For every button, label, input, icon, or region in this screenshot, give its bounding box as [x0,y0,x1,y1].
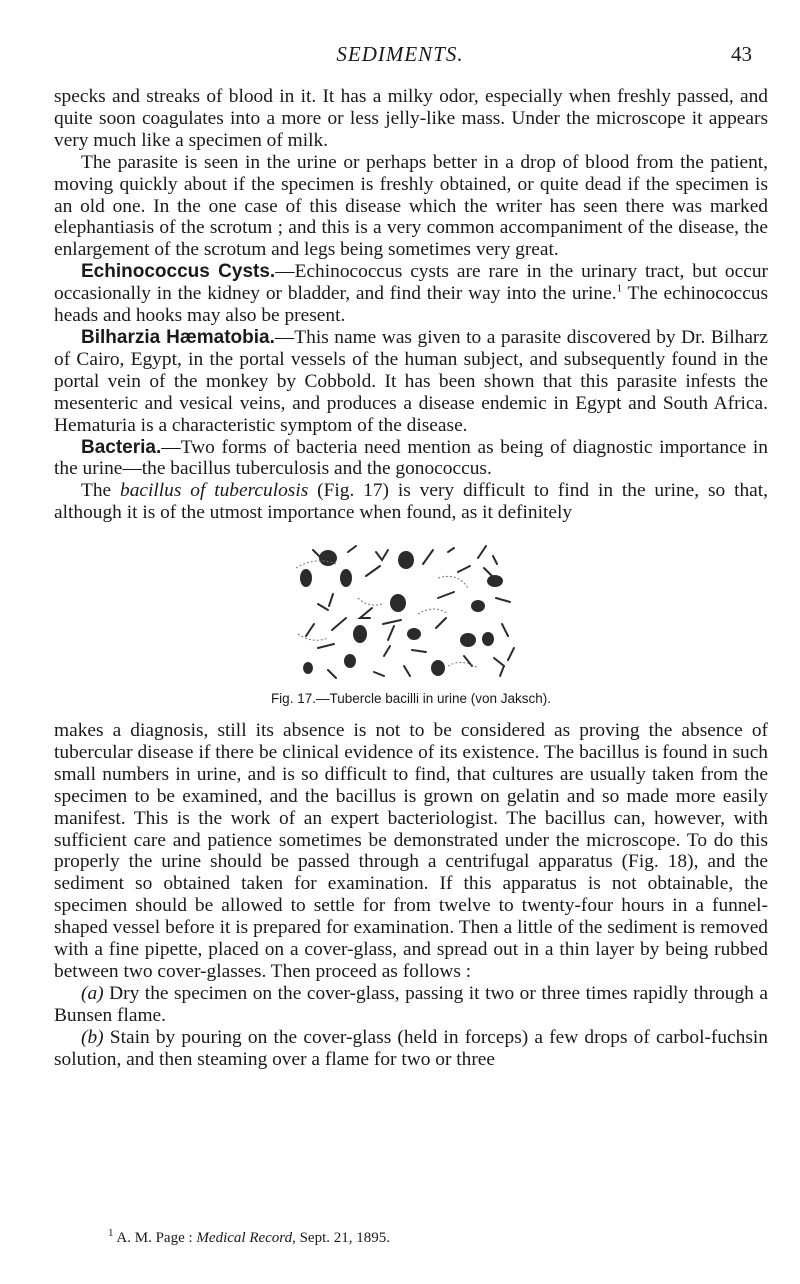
paragraph-tuberculosis [54,480,768,524]
paragraph-filaria-specimen: specks and streaks of blood in it. It has a milky odor, especially when freshly passed, and quite soon coagulates into a more or less jelly-like mass. Under the microscope it appears very much like a specimen of milk. [54,86,768,151]
echinococcus-text: —Echinococcus cysts are rare in the urinary tract, but occur occasionally in the kidney or bladder, and find their way into the urine. [54,261,768,305]
paragraph-bilharzia [54,327,768,437]
step-b [54,1027,768,1071]
footnote-reference: 1 [616,282,623,295]
footnote [108,1229,768,1247]
step-a [54,983,768,1027]
section-heading-echinococcus: Echinococcus Cysts. [81,261,276,283]
footnote-journal: Medical Record [196,1230,293,1246]
step-b-label: (b) [81,1026,104,1048]
echinococcus-text-continued: The echinococcus heads and hooks may also be present. [54,283,768,327]
body-text [54,86,768,1071]
page-number: 43 [731,42,752,66]
figure-17 [54,538,768,710]
tuberculosis-text-intro: The [81,480,121,502]
footnote-date: , Sept. 21, 1895. [292,1230,390,1246]
paragraph-bacillus-detection: makes a diagnosis, still its absence is not to be considered as proving the absence of tubercular disease if there be clinical evidence of its existence. The bacillus is found in such small numbers in urine, and is so difficult to find, that cultures are usually taken from the specimen to be examined, and the bacillus is grown on gelatin and so made more easily manifest. This is the work of an expert bacteriologist. The bacillus can, however, with sufficient care and patience sometimes be demonstrated under the microscope. To do this properly the urine should be passed through a centrifugal apparatus (Fig. 18), and the sediment so obtained taken for examination. If this apparatus is not obtainable, the specimen should be allowed to settle for from twelve to twenty-four hours in a funnel-shaped vessel before it is prepared for examination. Then a little of the sediment is removed with a fine pipette, placed on a cover-glass, and spread out in a thin layer by being rubbed between two cover-glasses. Then proceed as follows : [54,720,768,982]
tuberculosis-text: (Fig. 17) is very difficult to find in the urine, so that, although it is of the utmost importance when found, as it definitely [54,480,768,524]
page-header [0,42,800,66]
step-b-text: Stain by pouring on the cover-glass (held in forceps) a few drops of carbol-fuchsin solution, and then steaming over a flame for two or three [54,1026,768,1070]
footnote-author: A. M. Page : [113,1230,197,1246]
paragraph-bacteria [54,437,768,481]
bacillus-term: bacillus of tuberculosis [120,480,309,502]
running-head: SEDIMENTS. [336,42,464,66]
tubercle-bacilli-illustration [288,538,534,684]
paragraph-parasite-observation: The parasite is seen in the urine or perhaps better in a drop of blood from the patient, moving quickly about if the specimen is freshly obtained, or quite dead if the specimen is an old one. In the one case of this disease which the writer has seen there was marked elephantiasis of the scrotum ; and this is a very common accompaniment of the disease, the enlargement of the scrotum and legs being sometimes very great. [54,151,768,261]
bacteria-text: —Two forms of bacteria need mention as being of diagnostic importance in the urine—the bacillus tuberculosis and the gonococcus. [54,436,768,480]
step-a-text: Dry the specimen on the cover-glass, passing it two or three times rapidly through a Bunsen flame. [54,982,768,1026]
footnote-marker: 1 [108,1227,114,1239]
section-heading-bilharzia: Bilharzia Hæmatobia. [81,326,275,348]
bilharzia-text: —This name was given to a parasite discovered by Dr. Bilharz of Cairo, Egypt, in the portal vessels of the human subject, and subsequently found in the portal vein of the monkey by Cobbold. It has been shown that this parasite infests the mesenteric and vesical veins, and produces a disease endemic in Egypt and South Africa. Hematuria is a characteristic symptom of the disease. [54,326,768,436]
step-a-label: (a) [81,982,104,1004]
figure-caption: Fig. 17.—Tubercle bacilli in urine (von Jaksch). [270,691,552,707]
paragraph-echinococcus [54,261,768,327]
section-heading-bacteria: Bacteria. [81,436,162,458]
